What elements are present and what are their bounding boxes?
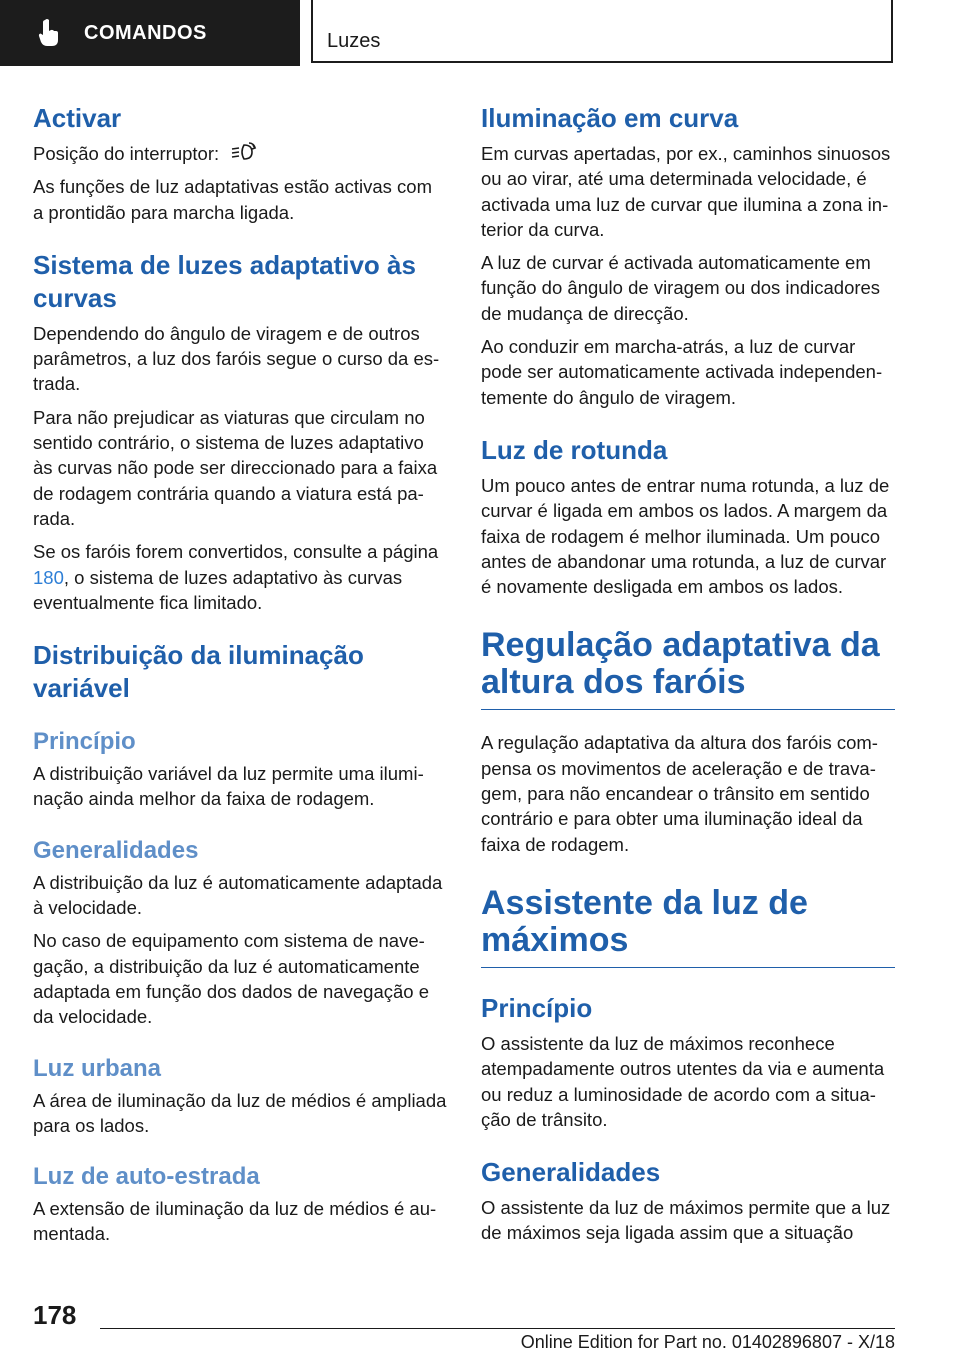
footer-divider [100, 1328, 895, 1329]
curva-paragraph-1: Em curvas apertadas, por ex., caminhos sinuosos ou ao virar, até uma determinada velocidade, é activada uma luz de curvar que ilumina a zona interior da curva. [481, 143, 891, 240]
chapter-label: Luzes [311, 0, 893, 63]
curva-paragraph-3: Ao conduzir em marcha-atrás, a luz de curvar pode ser automaticamente activada independentemente do ângulo de viragem. [481, 336, 883, 408]
principio-paragraph: A distribuição variável da luz permite uma iluminação ainda melhor da faixa de rodagem. [33, 763, 424, 810]
principio-subheading: Princípio [33, 728, 136, 756]
assistente-generalidades-heading: Generalidades [481, 1157, 661, 1188]
distribuicao-heading: Distribuição da iluminação variável [33, 640, 364, 704]
page-number: 178 [33, 1300, 77, 1330]
rotunda-paragraph: Um pouco antes de entrar numa rotunda, a luz de curvar é ligada em ambos os lados. A margem da faixa de rodagem é melhor iluminada. Um pouco antes de abandonar uma rotunda, a luz de curvar é novamente desligada em ambos os lados. [481, 474, 890, 598]
assistente-principio-heading: Princípio [481, 992, 593, 1023]
activar-paragraph: As funções de luz adaptativas estão activas com a prontidão para marcha ligada. [33, 176, 432, 223]
auto-estrada-paragraph: A extensão de iluminação da luz de médios é aumentada. [33, 1198, 437, 1245]
sistema-paragraph-1: Dependendo do ângulo de viragem e de outros parâmetros, a luz dos faróis segue o curso da estrada. [33, 322, 440, 395]
sistema-paragraph-3: Se os faróis forem convertidos, consulte a página 180, o sistema de luzes adaptativo às curvas eventualmente fica limitado. [33, 541, 439, 613]
section-tab [0, 0, 300, 66]
auto-estrada-subheading: Luz de auto-estrada [33, 1163, 260, 1191]
generalidades-paragraph-2: No caso de equipamento com sistema de navegação, a distribuição da luz é automaticamente adaptada em função dos dados de navegação e da velocidade. [33, 930, 430, 1028]
curva-paragraph-2: A luz de curvar é activada automaticamente em função do ângulo de viragem ou dos indicadores de mudança de direcção. [481, 252, 881, 324]
luz-urbana-paragraph: A área de iluminação da luz de médios é ampliada para os lados. [33, 1089, 447, 1136]
assistente-principio-paragraph: O assistente da luz de máximos reconhece atempadamente outros utentes da via e aumenta ou reduz a luminosidade de acordo com a situação de trânsito. [481, 1032, 885, 1130]
assistente-heading: Assistente da luz de máximos [481, 885, 895, 968]
regulacao-heading: Regulação adaptativa da altura dos faróis [481, 627, 895, 710]
generalidades-paragraph-1: A distribuição da luz é automaticamente adaptada à velocidade. [33, 871, 443, 919]
activar-switch-position: Posição do interruptor: [33, 141, 447, 166]
left-column [33, 102, 447, 1255]
assistente-generalidades-paragraph: O assistente da luz de máximos permite que a luz de máximos seja ligada assim que a situação [481, 1197, 891, 1244]
page-link-180[interactable]: 180 [33, 566, 64, 588]
section-label: COMANDOS [84, 21, 207, 44]
right-column [481, 102, 895, 1254]
luz-urbana-subheading: Luz urbana [33, 1054, 162, 1082]
adaptive-light-switch-icon [231, 141, 257, 163]
curva-heading: Iluminação em curva [481, 103, 739, 133]
regulacao-paragraph: A regulação adaptativa da altura dos faróis compensa os movimentos de aceleração e de travagem, para não encandear o trânsito em sentido contrário e para obter uma iluminação ideal da faixa de rodagem. [481, 732, 878, 855]
sistema-heading: Sistema de luzes adaptativo às curvas [33, 249, 416, 313]
edition-note: Online Edition for Part no. 01402896807 - X/18 [520, 1332, 895, 1352]
generalidades-subheading: Generalidades [33, 836, 199, 864]
rotunda-heading: Luz de rotunda [481, 434, 668, 465]
activar-heading: Activar [33, 103, 122, 133]
page-header [0, 0, 960, 66]
sistema-paragraph-2: Para não prejudicar as viaturas que circulam no sentido contrário, o sistema de luzes adaptativo às curvas não pode ser direccionado para a faixa de rodagem contrária quando a viatura está parada. [33, 406, 438, 529]
hand-pointer-icon [38, 18, 60, 48]
